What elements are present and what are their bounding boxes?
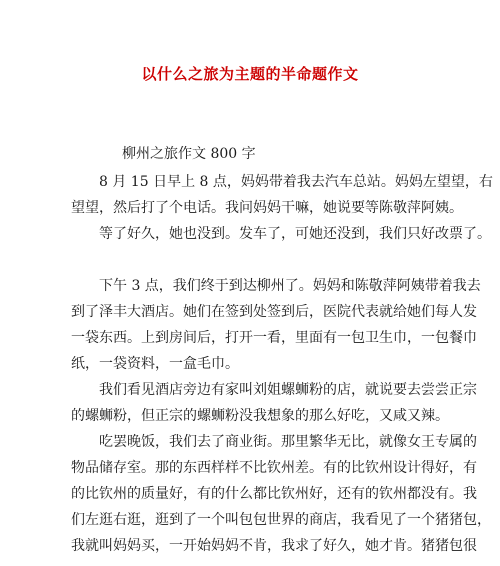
text-line: 8 月 15 日早上 8 点，妈妈带着我去汽车总站。妈妈左望望，右 [99, 174, 493, 190]
document-title: 以什么之旅为主题的半命题作文 [141, 65, 359, 83]
paragraph-3 [71, 273, 481, 377]
text-line: 纸，一袋资料，一盒毛巾。 [71, 356, 239, 372]
essay-subtitle: 柳州之旅作文 800 字 [122, 146, 256, 162]
text-line: 我们看见酒店旁边有家叫刘姐螺蛳粉的店，就说要去尝尝正宗 [99, 382, 477, 398]
text-line: 下午 3 点，我们终于到达柳州了。妈妈和陈敬萍阿姨带着我去 [99, 278, 481, 294]
paragraph-2 [71, 221, 491, 247]
text-line: 吃罢晚饭，我们去了商业街。那里繁华无比，就像女王专属的 [99, 434, 477, 450]
paragraph-4 [71, 377, 477, 429]
essay-body [71, 169, 493, 559]
text-line: 我就叫妈妈买，一开始妈妈不肯，我求了好久，她才肯。猪猪包很 [71, 538, 477, 554]
text-line: 到了泽丰大酒店。她们在签到处签到后，医院代表就给她们每人发 [71, 304, 477, 320]
paragraph-5 [71, 429, 491, 559]
text-line: 的螺蛳粉，但正宗的螺蛳粉没我想象的那么好吃，又咸又辣。 [71, 408, 449, 424]
text-line: 等了好久，她也没到。发车了，可她还没到，我们只好改票了。 [99, 226, 491, 242]
paragraph-1 [71, 169, 493, 221]
text-line: 的比钦州的质量好，有的什么都比钦州好，还有的钦州都没有。我 [71, 486, 477, 502]
text-line: 一袋东西。上到房间后，打开一看，里面有一包卫生巾，一包餐巾 [71, 330, 477, 346]
text-line: 们左逛右逛，逛到了一个叫包包世界的商店，我看见了一个猪猪包， [71, 512, 491, 528]
text-line: 物品储存室。那的东西样样不比钦州差。有的比钦州设计得好，有 [71, 460, 477, 476]
text-line: 望望，然后打了个电话。我问妈妈干嘛，她说要等陈敬萍阿姨。 [71, 200, 463, 216]
